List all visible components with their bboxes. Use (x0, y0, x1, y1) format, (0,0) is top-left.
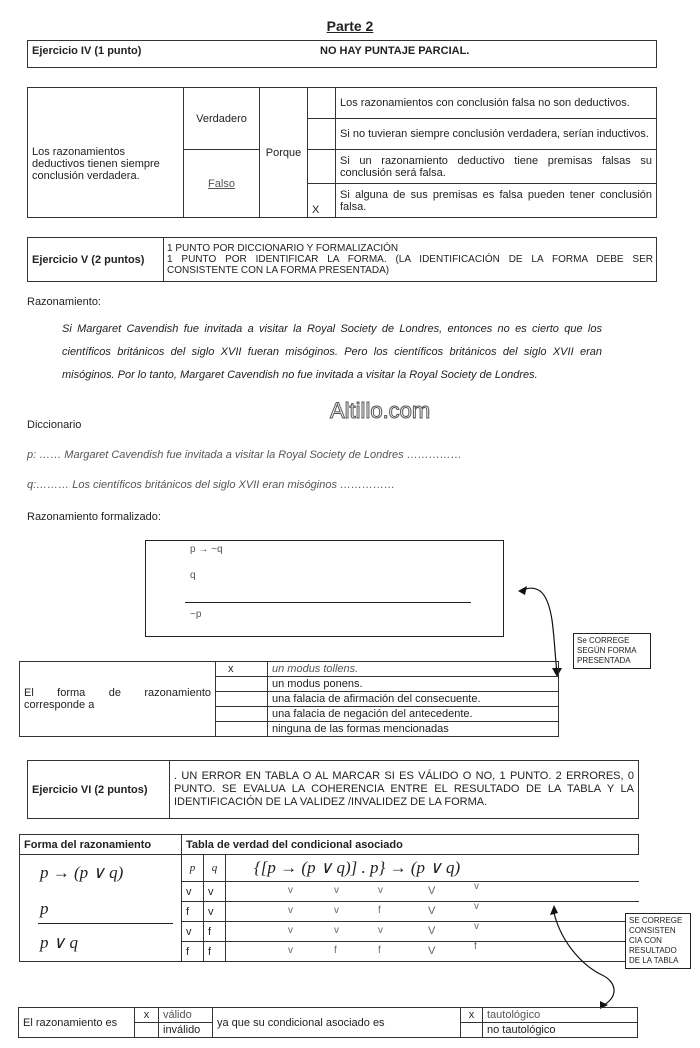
ex6-label: Ejercicio VI (2 puntos) (28, 761, 170, 819)
ex5-label: Ejercicio V (2 puntos) (28, 238, 164, 282)
ex5-criteria-1: 1 PUNTO POR DICCIONARIO Y FORMALIZACIÓN (167, 243, 399, 254)
invalido-mark (135, 1023, 159, 1038)
arrow-head-icon (550, 905, 558, 915)
forma-header: Forma del razonamiento (20, 835, 182, 855)
truth-value: V (428, 885, 436, 897)
cell-p: v (182, 882, 204, 902)
ex4-option-text: Si un razonamiento deductivo tiene premisas falsas su conclusión será falsa. (336, 150, 657, 184)
ex4-porque: Porque (260, 88, 308, 218)
formula: {[p → (p ∨ q)] . p} → (p ∨ q) (226, 855, 639, 882)
truth-value: V (428, 905, 436, 917)
truth-value: V (428, 945, 436, 957)
diccionario-label: Diccionario (27, 419, 82, 431)
forma-option-text: un modus tollens. (268, 662, 559, 677)
conclusion-line (185, 602, 471, 603)
ex5-correction-note: Se CORREGE SEGÚN FORMA PRESENTADA (573, 633, 651, 669)
ex6-criteria: . UN ERROR EN TABLA O AL MARCAR SI ES VÁLIDO O NO, 1 PUNTO. 2 ERRORES, 0 PUNTO. SE EVALUA LA COHERENCIA ENTRE EL RESULTADO DE LA TABLA Y LA IDENTIFICACIÓN DE LA VALIDEZ /INVALIDEZ DE LA FORMA. (170, 761, 639, 819)
page-title: Parte 2 (326, 18, 374, 34)
ya-que: ya que su condicional asociado es (213, 1008, 461, 1038)
razonamiento-label: Razonamiento: (27, 296, 101, 308)
ex5-forma-table (19, 661, 559, 737)
col-q: q (204, 855, 226, 882)
ex4-option-text: Si alguna de sus premisas es falsa pueden tener conclusión falsa. (336, 184, 657, 218)
cell-q: f (204, 942, 226, 962)
razonamiento-text: Si Margaret Cavendish fue invitada a visitar la Royal Society de Londres, entonces no es cierto que los científicos británicos del siglo XVII fueran misóginos. Pero los científicos británicos del siglo XVII eran misóginos. Por lo tanto, Margaret Cavendish no fue invitada a visitar la Royal Society de Londres. (62, 323, 602, 381)
cell-q: f (204, 922, 226, 942)
forma-option-mark (216, 692, 268, 707)
ex5-criteria-2: 1 PUNTO POR IDENTIFICAR LA FORMA. (LA IDENTIFICACIÓN DE LA FORMA DEBE SER CONSISTENTE CON LA FORMA PRESENTADA) (167, 254, 653, 276)
truth-value: v (474, 881, 479, 892)
vi-conclusion: p ∨ q (40, 933, 78, 952)
p-text: : …… Margaret Cavendish fue invitada a visitar la Royal Society de Londres …………… (33, 449, 462, 461)
formalizado-label: Razonamiento formalizado: (27, 511, 161, 523)
ex4-option-text: Los razonamientos con conclusión falsa no son deductivos. (336, 88, 657, 119)
forma-option-text: un modus ponens. (268, 677, 559, 692)
forma-option-text: una falacia de negación del antecedente. (268, 707, 559, 722)
forma-label: El forma de razonamiento corresponde a (20, 662, 216, 737)
ex4-header (27, 40, 657, 68)
final-label: El razonamiento es (19, 1008, 135, 1038)
formal-premise-1: p → ~q (190, 544, 223, 555)
col-p: p (182, 855, 204, 882)
forma-option-mark (216, 677, 268, 692)
q-label: q (27, 479, 34, 491)
vi-conclusion-line (38, 923, 173, 924)
truth-value: v (288, 885, 293, 896)
ex6-arrow (540, 905, 630, 1010)
ex4-option-mark (308, 88, 336, 119)
ex5-header (27, 237, 657, 282)
ex4-premise: Los razonamientos deductivos tienen siempre conclusión verdadera. (28, 88, 184, 218)
arrow-head-icon (518, 586, 527, 595)
cell-q: v (204, 882, 226, 902)
truth-value: v (378, 885, 383, 896)
q-text: :……… Los científicos británicos del siglo XVII eran misóginos …………… (33, 479, 396, 491)
cell-values (226, 882, 639, 902)
ex4-falso: Falso (184, 150, 260, 218)
ex4-option-mark (308, 150, 336, 184)
truth-value: v (288, 945, 293, 956)
watermark: Altillo.com (330, 398, 431, 423)
forma-option-mark: x (216, 662, 268, 677)
truth-value: v (334, 905, 339, 916)
valido: válido (159, 1008, 213, 1023)
valido-mark: x (135, 1008, 159, 1023)
forma-option-text: una falacia de afirmación del consecuente. (268, 692, 559, 707)
formal-premise-2: q (190, 570, 196, 581)
truth-value: v (378, 925, 383, 936)
ex4-option-mark (308, 119, 336, 150)
truth-value: f (334, 945, 337, 956)
ex4-table (27, 87, 657, 218)
tautologico: tautológico (483, 1008, 638, 1023)
truth-value: v (474, 921, 479, 932)
no-tauto-mark (461, 1023, 483, 1038)
truth-value: f (474, 941, 477, 952)
forma-option-text: ninguna de las formas mencionadas (268, 722, 559, 737)
truth-value: v (474, 901, 479, 912)
ex6-correction-note: SE CORREGE CONSISTEN CIA CON RESULTADO DE LA TABLA (625, 913, 691, 969)
truth-value: v (288, 925, 293, 936)
ex4-verdadero: Verdadero (184, 88, 260, 150)
ex6-header (27, 760, 639, 819)
ex6-result-table (18, 1007, 638, 1038)
forma-option-mark (216, 707, 268, 722)
cell-q: v (204, 902, 226, 922)
truth-value: V (428, 925, 436, 937)
truth-value: v (288, 905, 293, 916)
ex4-note: NO HAY PUNTAJE PARCIAL. (320, 45, 470, 57)
formal-conclusion: ~p (190, 609, 202, 620)
ex4-option-text: Si no tuvieran siempre conclusión verdadera, serían inductivos. (336, 119, 657, 150)
truth-value: v (334, 925, 339, 936)
no-tautologico: no tautológico (483, 1023, 638, 1038)
truth-value: f (378, 905, 381, 916)
truth-value: v (334, 885, 339, 896)
tauto-mark: x (461, 1008, 483, 1023)
truth-value: f (378, 945, 381, 956)
cell-p: f (182, 942, 204, 962)
ex4-label: Ejercicio IV (1 punto) (32, 45, 142, 57)
vi-premise-1: p → (p ∨ q) (40, 863, 124, 882)
tabla-header: Tabla de verdad del condicional asociado (182, 835, 639, 855)
cell-p: v (182, 922, 204, 942)
p-label: p (27, 449, 34, 461)
vi-premise-2: p (40, 899, 49, 918)
cell-p: f (182, 902, 204, 922)
ex4-option-mark: X (308, 184, 336, 218)
invalido: inválido (159, 1023, 213, 1038)
forma-option-mark (216, 722, 268, 737)
